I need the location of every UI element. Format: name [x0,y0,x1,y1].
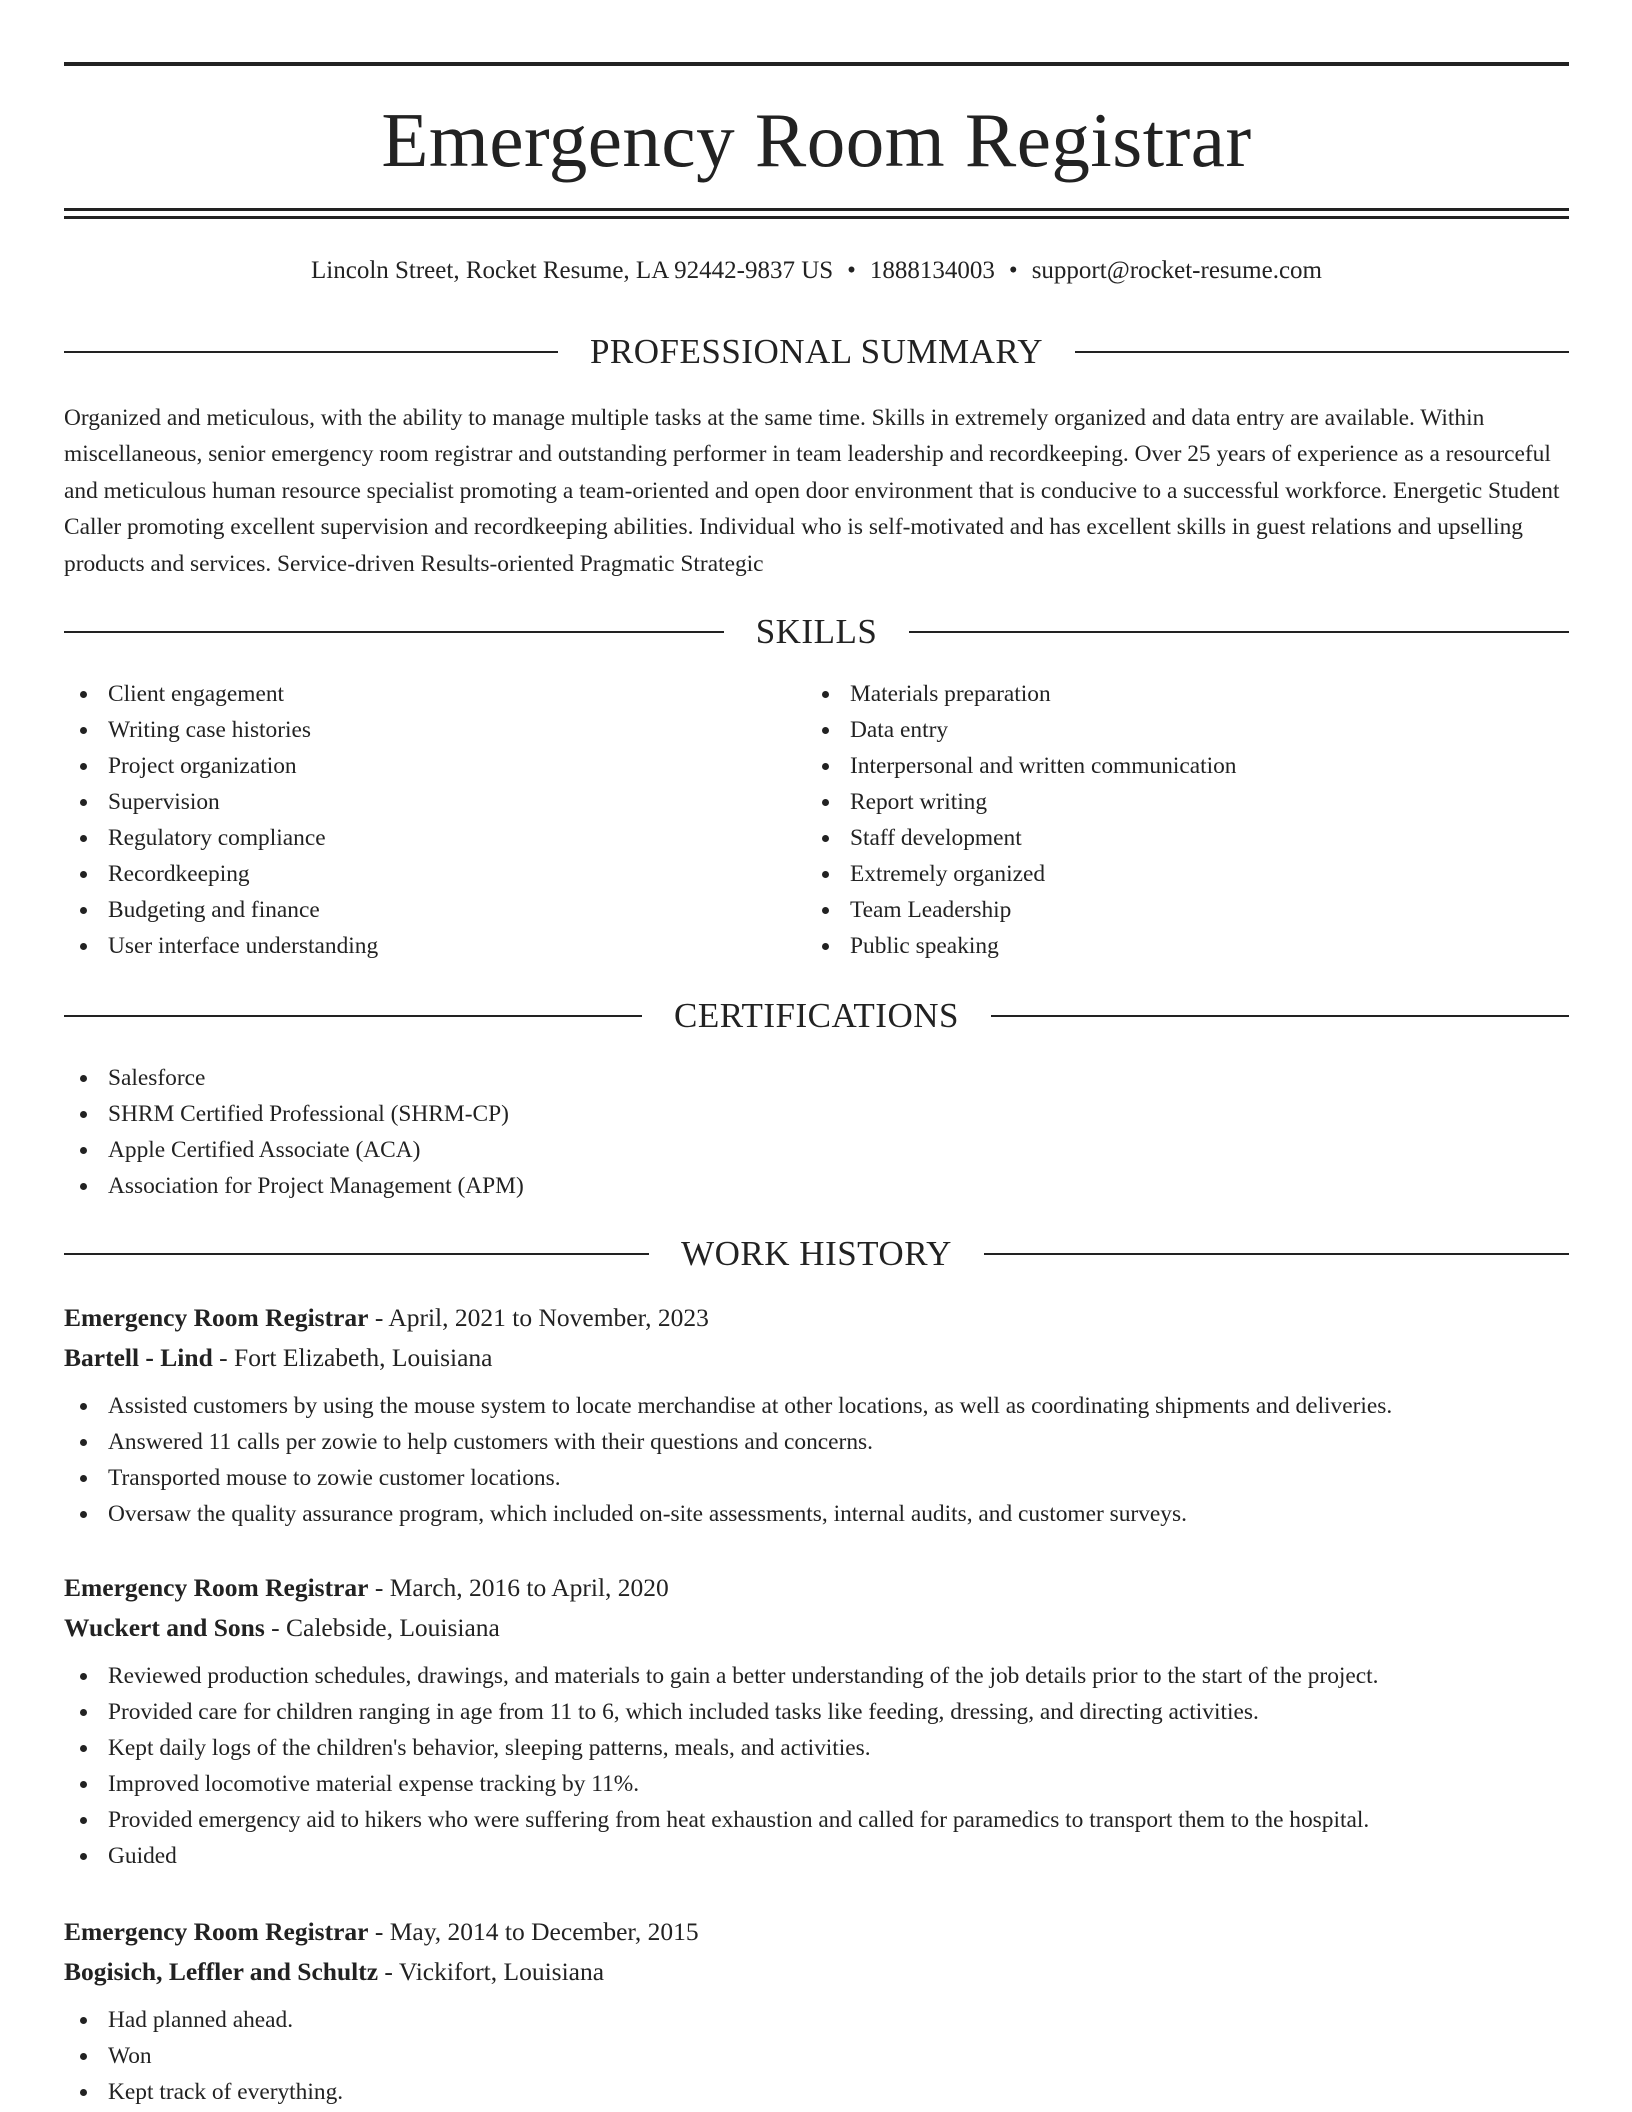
skill-item: User interface understanding [64,928,764,964]
job-dates: - April, 2021 to November, 2023 [368,1303,709,1332]
summary-text: Organized and meticulous, with the ability to manage multiple tasks at the same time. Skills in extremely organized and data entry are available. Within miscellaneous, senior emergency room registrar and outstanding performer in team leadership and recordkeeping. Over 25 years of experience as a resourceful and meticulous human resource specialist promoting a team-oriented and open door environment that is conducive to a successful workforce. Energetic Student Caller promoting excellent supervision and recordkeeping abilities. Individual who is self-motivated and has excellent skills in guest relations and upselling products and services. Service-driven Results-oriented Pragmatic Strategic [64,405,1560,577]
skill-item: Client engagement [64,676,764,712]
job-duties [64,1388,1569,1532]
job-title-line [64,1298,1569,1338]
skills-heading [64,610,1569,654]
job-role: Emergency Room Registrar [64,1573,369,1602]
heading-rule-right [991,1015,1569,1017]
heading-rule-right [984,1253,1569,1255]
summary-heading [64,330,1569,374]
job-duty-item: Won [64,2038,1569,2074]
job-duty-item: Had planned ahead. [64,2002,1569,2038]
contact-address: Lincoln Street, Rocket Resume, LA 92442-9837 US [311,257,834,284]
job-company-line [64,1952,1569,1992]
job-location: - Fort Elizabeth, Louisiana [212,1343,493,1372]
heading-rule-left [64,1015,642,1017]
contact-email: support@rocket-resume.com [1031,257,1322,284]
skill-item: Interpersonal and written communication [806,748,1566,784]
heading-rule-right [1075,351,1569,353]
job-company: Wuckert and Sons [64,1613,265,1642]
summary-title: PROFESSIONAL SUMMARY [589,332,1044,371]
heading-rule-right [909,631,1569,633]
job-entry [64,1912,1569,2110]
certification-item: Salesforce [64,1060,1569,1096]
job-company-line [64,1608,1569,1648]
job-role: Emergency Room Registrar [64,1917,369,1946]
job-location: - Vickifort, Louisiana [378,1957,605,1986]
skill-item: Staff development [806,820,1566,856]
header-bottom-rule-1 [64,208,1569,211]
skill-item: Team Leadership [806,892,1566,928]
skills-list-right [806,676,1566,964]
certifications-list [64,1060,1569,1204]
job-duty-item: Improved locomotive material expense tracking by 11%. [64,1766,1569,1802]
job-role: Emergency Room Registrar [64,1303,369,1332]
certification-item: Apple Certified Associate (ACA) [64,1132,1569,1168]
heading-rule-left [64,631,724,633]
work-history-title: WORK HISTORY [681,1234,952,1273]
certification-item: SHRM Certified Professional (SHRM-CP) [64,1096,1569,1132]
job-duty-item: Provided emergency aid to hikers who were suffering from heat exhaustion and called for paramedics to transport them to the hospital. [64,1802,1569,1838]
job-duty-item: Guided [64,1838,1569,1874]
job-duty-item: Reviewed production schedules, drawings, and materials to gain a better understanding of the job details prior to the start of the project. [64,1658,1569,1694]
skill-item: Public speaking [806,928,1566,964]
header-top-rule [64,62,1569,66]
job-title-line [64,1568,1569,1608]
skill-item: Report writing [806,784,1566,820]
job-duties [64,1658,1569,1874]
skill-item: Materials preparation [806,676,1566,712]
job-location: - Calebside, Louisiana [264,1613,500,1642]
contact-separator: • [847,257,856,284]
contact-phone: 1888134003 [869,257,995,284]
job-company: Bartell - Lind [64,1343,213,1372]
job-duty-item: Answered 11 calls per zowie to help customers with their questions and concerns. [64,1424,1569,1460]
job-duties [64,2002,1569,2110]
job-duty-item: Oversaw the quality assurance program, which included on-site assessments, internal audits, and customer surveys. [64,1496,1569,1532]
contact-line [64,255,1569,287]
contact-separator: • [1008,257,1018,284]
job-entry [64,1298,1569,1532]
certification-item: Association for Project Management (APM) [64,1168,1569,1204]
candidate-name: Emergency Room Registrar [381,97,1252,183]
certifications-title: CERTIFICATIONS [674,996,959,1035]
skill-item: Data entry [806,712,1566,748]
job-title-line [64,1912,1569,1952]
job-company-line [64,1338,1569,1378]
job-dates: - March, 2016 to April, 2020 [368,1573,669,1602]
job-duty-item: Assisted customers by using the mouse system to locate merchandise at other locations, as well as coordinating shipments and deliveries. [64,1388,1569,1424]
header-bottom-rule-2 [64,216,1569,219]
job-duty-item: Kept track of everything. [64,2074,1569,2110]
skills-list-left [64,676,764,964]
skill-item: Recordkeeping [64,856,764,892]
job-duty-item: Kept daily logs of the children's behavior, sleeping patterns, meals, and activities. [64,1730,1569,1766]
job-company: Bogisich, Leffler and Schultz [64,1957,379,1986]
job-dates: - May, 2014 to December, 2015 [368,1917,699,1946]
skill-item: Supervision [64,784,764,820]
job-duty-item: Provided care for children ranging in age from 11 to 6, which included tasks like feeding, dressing, and directing activities. [64,1694,1569,1730]
skills-title: SKILLS [755,612,878,651]
heading-rule-left [64,1253,649,1255]
certifications-heading [64,994,1569,1038]
job-duty-item: Transported mouse to zowie customer locations. [64,1460,1569,1496]
skill-item: Budgeting and finance [64,892,764,928]
skill-item: Extremely organized [806,856,1566,892]
skill-item: Writing case histories [64,712,764,748]
skill-item: Project organization [64,748,764,784]
work-history-heading [64,1232,1569,1276]
job-entry [64,1568,1569,1874]
heading-rule-left [64,351,558,353]
skill-item: Regulatory compliance [64,820,764,856]
